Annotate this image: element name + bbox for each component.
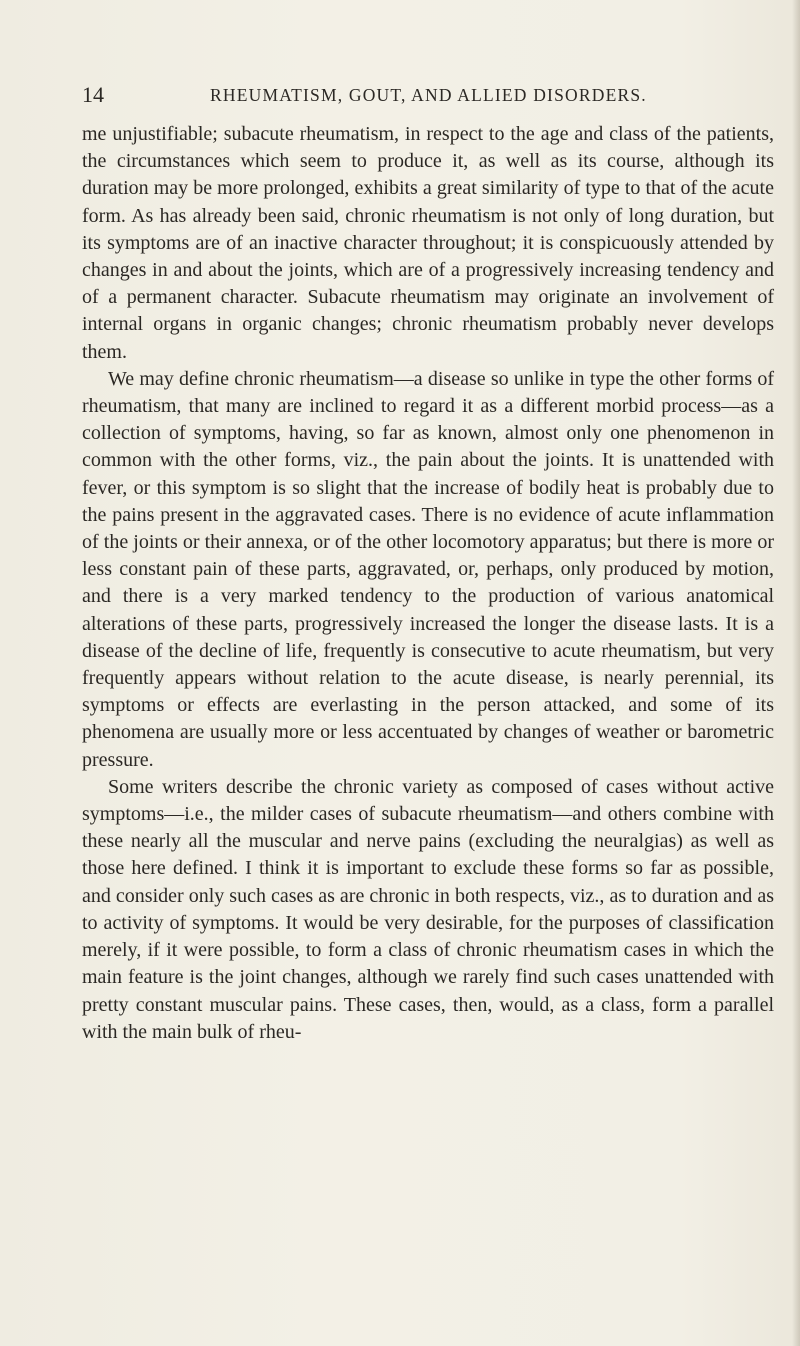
paragraph-definition: We may define chronic rheumatism—a disease so unlike in type the other forms of rheumatism, that many are inclined to regard it as a different morbid process—as a collection of symptoms, having, so far as known, almost only one phenomenon in common with the other forms, viz., the pain about the joints. It is unattended with fever, or this symptom is so slight that the increase of bodily heat is probably due to the pains present in the aggravated cases. There is no evidence of acute inflammation of the joints or their annexa, or of the other locomotory apparatus; but there is more or less constant pain of these parts, aggravated, or, perhaps, only produced by motion, and there is a very marked tendency to the production of various anatomical alterations of these parts, progressively increased the longer the disease lasts. It is a disease of the decline of life, frequently is consecutive to acute rheumatism, but very frequently appears without relation to the acute disease, is nearly perennial, its symptoms or effects are everlasting in the person attacked, and some of its phenomena are usually more or less accentuated by changes of weather or barometric pressure. [82,367,774,771]
paragraph-continuation: me unjustifiable; subacute rheumatism, in respect to the age and class of the patients, the circumstances which seem to produce it, as well as its course, although its duration may be more prolonged, exhibits a great similarity of type to that of the acute form. As has already been said, chronic rheumatism is not only of long duration, but its symptoms are of an inactive character throughout; it is conspicuously attended by changes in and about the joints, which are of a progressively increasing tendency and of a permanent character. Subacute rheumatism may originate an involvement of internal organs in organic changes; chronic rheumatism probably never develops them. [82,123,774,363]
page-number: 14 [82,82,104,107]
running-head: RHEUMATISM, GOUT, AND ALLIED DISORDERS. [210,85,647,105]
body-text [82,121,774,1046]
page-header [82,80,762,110]
page-edge-shadow [792,0,800,1346]
paragraph-classification: Some writers describe the chronic variety as composed of cases without active symptoms—i.e., the milder cases of subacute rheumatism—and others combine with these nearly all the muscular and nerve pains (excluding the neuralgias) as well as those here defined. I think it is important to exclude these forms so far as possible, and consider only such cases as are chronic in both respects, viz., as to duration and as to activity of symptoms. It would be very desirable, for the purposes of classification merely, if it were possible, to form a class of chronic rheumatism cases in which the main feature is the joint changes, although we rarely find such cases unattended with pretty constant muscular pains. These cases, then, would, as a class, form a parallel with the main bulk of rheu- [82,775,774,1043]
